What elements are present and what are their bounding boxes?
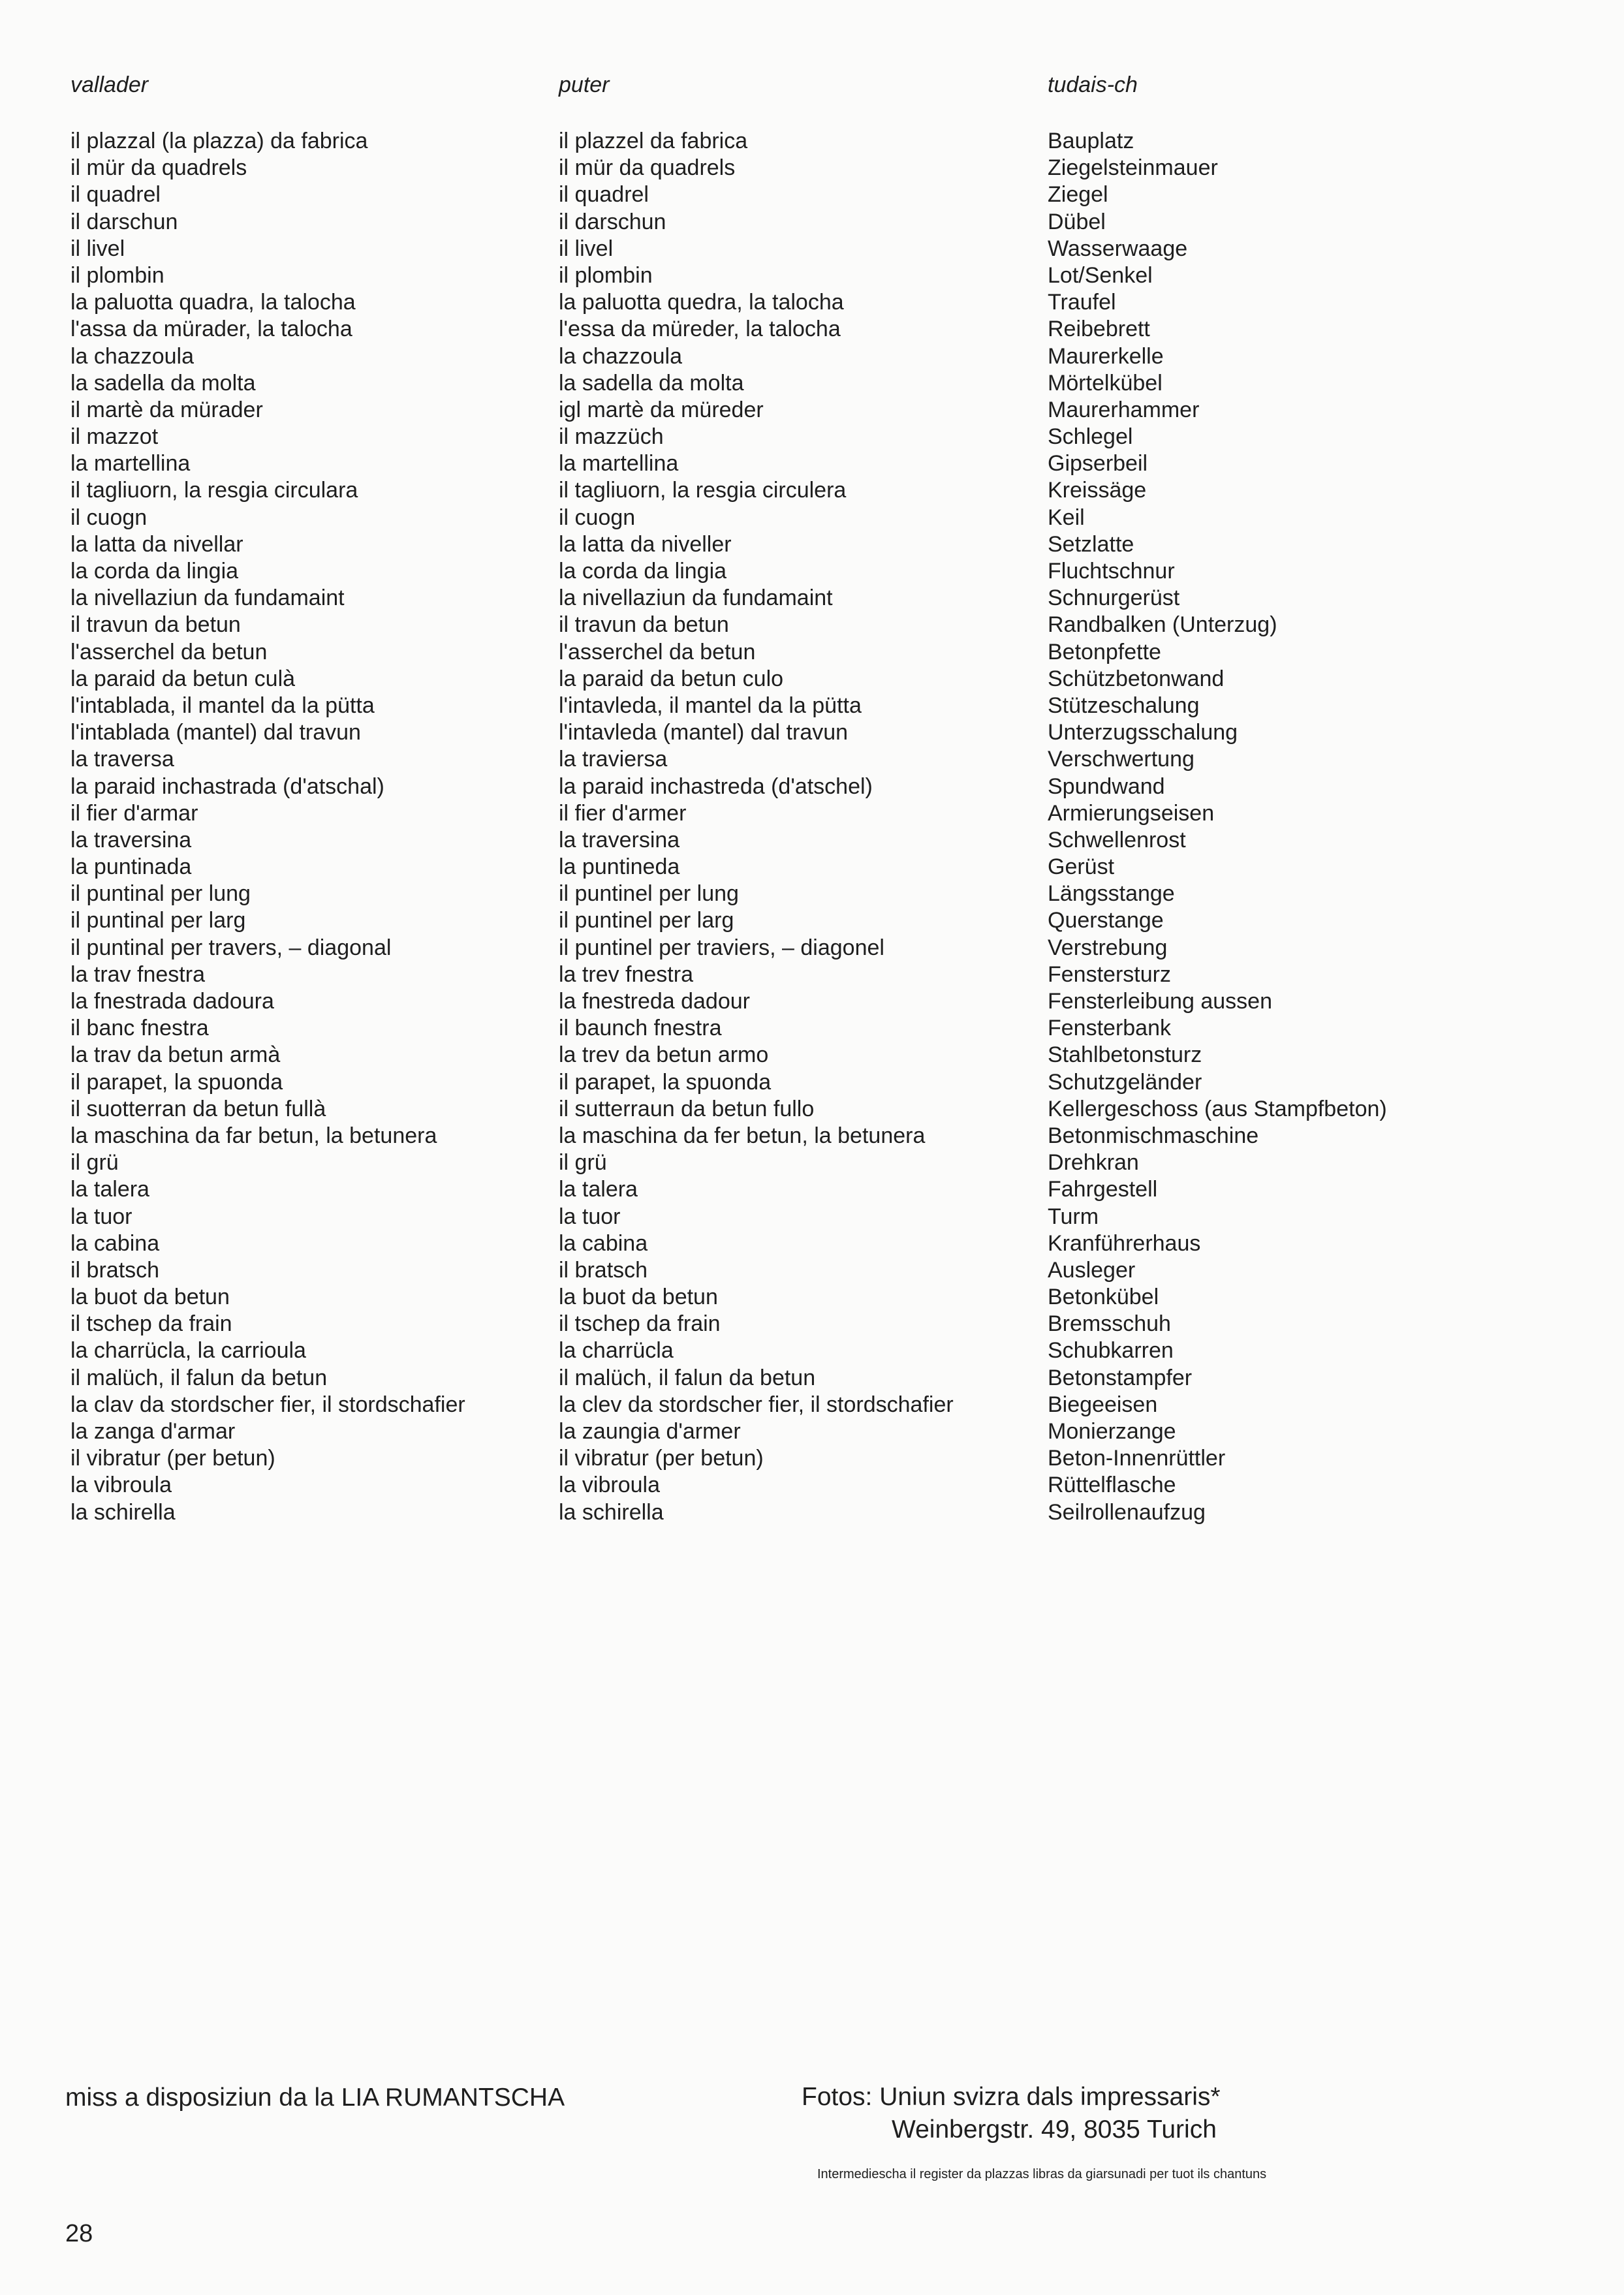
- term-item: Bremsschuh: [1048, 1311, 1171, 1337]
- term-item: il bratsch: [559, 1257, 648, 1283]
- term-item: Lot/Senkel: [1048, 262, 1153, 288]
- term-item: la buot da betun: [559, 1285, 718, 1310]
- term-item: Monierzange: [1048, 1419, 1176, 1444]
- term-item: Maurerkelle: [1048, 343, 1164, 369]
- term-item: il tagliuorn, la resgia circulera: [559, 478, 847, 503]
- term-item: Turm: [1048, 1204, 1099, 1229]
- term-item: Biegeeisen: [1048, 1392, 1158, 1417]
- term-item: Randbalken (Unterzug): [1048, 612, 1277, 638]
- term-item: la charrücla: [559, 1338, 674, 1364]
- term-item: Verschwertung: [1048, 747, 1195, 772]
- term-item: Stahlbetonsturz: [1048, 1042, 1202, 1068]
- term-item: l'essa da müreder, la talocha: [559, 317, 841, 342]
- term-item: Fahrgestell: [1048, 1177, 1158, 1202]
- term-item: Schlegel: [1048, 424, 1133, 450]
- term-item: la schirella: [559, 1499, 664, 1525]
- term-item: il quadrel: [70, 182, 161, 208]
- term-item: la paraid da betun culà: [70, 666, 296, 691]
- term-item: la tuor: [559, 1204, 621, 1229]
- term-item: il darschun: [70, 209, 178, 234]
- term-item: il vibratur (per betun): [559, 1446, 764, 1471]
- term-item: il livel: [559, 236, 614, 261]
- term-item: la paluotta quadra, la talocha: [70, 290, 356, 315]
- term-item: la martellina: [559, 451, 679, 476]
- term-item: la maschina da fer betun, la betunera: [559, 1123, 926, 1148]
- term-item: Längsstange: [1048, 881, 1175, 907]
- term-item: la paraid da betun culo: [559, 666, 784, 691]
- term-item: Keil: [1048, 505, 1085, 530]
- term-item: il mazzüch: [559, 424, 664, 450]
- term-item: la charrücla, la carrioula: [70, 1338, 306, 1364]
- term-item: il parapet, la spuonda: [70, 1069, 283, 1095]
- term-item: la corda da lingia: [559, 559, 727, 584]
- footer-photo-credit: [802, 2081, 1221, 2146]
- term-item: il banc fnestra: [70, 1016, 209, 1041]
- term-item: la trev da betun armo: [559, 1042, 769, 1068]
- term-item: la traversina: [70, 827, 192, 852]
- term-item: la cabina: [70, 1230, 160, 1256]
- footer-note: Intermediescha il register da plazzas libras da giarsunadi per tuot ils chantuns: [817, 2167, 1267, 2181]
- term-item: la trev fnestra: [559, 961, 693, 987]
- term-item: la fnestrada dadoura: [70, 989, 274, 1014]
- photo-credit-line-1: Fotos: Uniun svizra dals impressaris*: [802, 2083, 1221, 2111]
- term-item: la puntineda: [559, 854, 680, 880]
- term-item: il baunch fnestra: [559, 1016, 722, 1041]
- term-list-puter: [559, 128, 1035, 1526]
- term-item: la tuor: [70, 1204, 133, 1229]
- term-item: la cabina: [559, 1230, 648, 1256]
- term-item: Seilrollenaufzug: [1048, 1499, 1206, 1525]
- column-vallader: [70, 72, 547, 1526]
- term-item: il travun da betun: [559, 612, 729, 638]
- term-item: il puntinel per larg: [559, 908, 734, 933]
- term-item: l'intablada, il mantel da la pütta: [70, 693, 375, 718]
- term-item: il mür da quadrels: [559, 155, 736, 181]
- term-item: il mür da quadrels: [70, 155, 247, 181]
- term-item: Spundwand: [1048, 773, 1165, 799]
- term-item: Betonkübel: [1048, 1285, 1159, 1310]
- term-item: Querstange: [1048, 908, 1164, 933]
- term-item: l'intavleda (mantel) dal travun: [559, 720, 849, 745]
- term-item: Fensterleibung aussen: [1048, 989, 1273, 1014]
- term-item: Bauplatz: [1048, 129, 1134, 153]
- column-tudais-ch: [1048, 72, 1609, 1526]
- term-item: la clav da stordscher fier, il stordschafier: [70, 1392, 465, 1417]
- term-item: l'asserchel da betun: [559, 639, 756, 664]
- term-item: il mazzot: [70, 424, 159, 450]
- term-item: Unterzugsschalung: [1048, 720, 1238, 745]
- term-item: il martè da mürader: [70, 397, 263, 422]
- term-item: Setzlatte: [1048, 531, 1134, 557]
- term-item: Mörtelkübel: [1048, 370, 1163, 396]
- term-item: il plombin: [559, 262, 653, 288]
- term-item: l'intablada (mantel) dal travun: [70, 720, 361, 745]
- term-item: la paraid inchastreda (d'atschel): [559, 773, 873, 799]
- term-item: la vibroula: [559, 1473, 660, 1498]
- term-item: il puntinal per larg: [70, 908, 246, 933]
- term-item: la trav da betun armà: [70, 1042, 281, 1068]
- term-item: il puntinal per travers, – diagonal: [70, 935, 392, 960]
- photo-credit-line-2: Weinbergstr. 49, 8035 Turich: [892, 2115, 1217, 2144]
- term-item: il fier d'armer: [559, 800, 687, 826]
- term-item: Schutzgeländer: [1048, 1069, 1202, 1095]
- term-item: la nivellaziun da fundamaint: [70, 585, 345, 611]
- term-item: Fensterbank: [1048, 1016, 1171, 1041]
- term-item: la martellina: [70, 451, 191, 476]
- term-item: l'intavleda, il mantel da la pütta: [559, 693, 862, 718]
- term-item: il cuogn: [559, 505, 636, 530]
- term-item: Gerüst: [1048, 854, 1115, 880]
- term-item: Schnurgerüst: [1048, 585, 1180, 611]
- term-item: Wasserwaage: [1048, 236, 1188, 261]
- term-item: Betonpfette: [1048, 639, 1161, 664]
- term-item: il darschun: [559, 209, 666, 234]
- term-item: Fenstersturz: [1048, 961, 1171, 987]
- term-item: la traversa: [70, 747, 174, 772]
- term-item: la latta da niveller: [559, 531, 732, 557]
- term-item: il livel: [70, 236, 125, 261]
- term-item: la chazzoula: [70, 343, 195, 369]
- term-item: il puntinal per lung: [70, 881, 251, 907]
- term-item: il malüch, il falun da betun: [70, 1365, 328, 1390]
- term-item: il parapet, la spuonda: [559, 1069, 772, 1095]
- term-item: il puntinel per traviers, – diagonel: [559, 935, 884, 960]
- term-item: la paraid inchastrada (d'atschal): [70, 773, 384, 799]
- term-list-tudais-ch: [1048, 128, 1609, 1526]
- term-item: Ausleger: [1048, 1257, 1136, 1283]
- term-item: il plombin: [70, 262, 164, 288]
- term-item: Drehkran: [1048, 1150, 1139, 1176]
- term-item: la maschina da far betun, la betunera: [70, 1123, 437, 1148]
- term-item: il plazzal (la plazza) da fabrica: [70, 129, 368, 153]
- term-item: il travun da betun: [70, 612, 241, 638]
- term-item: Verstrebung: [1048, 935, 1168, 960]
- term-item: il puntinel per lung: [559, 881, 739, 907]
- term-item: Schützbetonwand: [1048, 666, 1225, 691]
- term-item: igl martè da müreder: [559, 397, 764, 422]
- term-item: Dübel: [1048, 209, 1106, 234]
- term-item: Kreissäge: [1048, 478, 1147, 503]
- term-item: la nivellaziun da fundamaint: [559, 585, 833, 611]
- term-item: il cuogn: [70, 505, 148, 530]
- term-item: la zaungia d'armer: [559, 1419, 741, 1444]
- term-item: la paluotta quedra, la talocha: [559, 290, 844, 315]
- term-item: l'assa da mürader, la talocha: [70, 317, 352, 342]
- term-item: la schirella: [70, 1499, 176, 1525]
- term-item: la sadella da molta: [70, 370, 256, 396]
- term-item: Schwellenrost: [1048, 827, 1186, 852]
- term-item: l'asserchel da betun: [70, 639, 268, 664]
- term-item: la buot da betun: [70, 1285, 230, 1310]
- term-item: la clev da stordscher fier, il stordschafier: [559, 1392, 954, 1417]
- column-heading-vallader: vallader: [70, 72, 149, 97]
- term-item: Ziegelsteinmauer: [1048, 155, 1218, 181]
- term-item: Stützeschalung: [1048, 693, 1200, 718]
- term-item: Reibebrett: [1048, 317, 1150, 342]
- term-item: la talera: [70, 1177, 149, 1202]
- term-item: la latta da nivellar: [70, 531, 243, 557]
- term-item: Schubkarren: [1048, 1338, 1174, 1364]
- term-item: Gipserbeil: [1048, 451, 1148, 476]
- term-item: il malüch, il falun da betun: [559, 1365, 816, 1390]
- term-item: Armierungseisen: [1048, 800, 1215, 826]
- term-item: la traversina: [559, 827, 680, 852]
- term-item: la traviersa: [559, 747, 668, 772]
- column-heading-puter: puter: [559, 72, 610, 97]
- term-item: il tschep da frain: [559, 1311, 721, 1337]
- term-item: Beton-Innenrüttler: [1048, 1446, 1226, 1471]
- term-item: Rüttelflasche: [1048, 1473, 1176, 1498]
- term-item: il suotterran da betun fullà: [70, 1096, 326, 1121]
- term-item: il tagliuorn, la resgia circulara: [70, 478, 358, 503]
- term-item: il tschep da frain: [70, 1311, 232, 1337]
- term-item: Fluchtschnur: [1048, 559, 1175, 584]
- term-item: Betonstampfer: [1048, 1365, 1193, 1390]
- term-list-vallader: [70, 128, 547, 1526]
- term-item: la vibroula: [70, 1473, 172, 1498]
- term-item: la chazzoula: [559, 343, 683, 369]
- term-item: la zanga d'armar: [70, 1419, 236, 1444]
- term-item: la sadella da molta: [559, 370, 744, 396]
- term-item: il grü: [70, 1150, 119, 1176]
- term-item: la fnestreda dadour: [559, 989, 750, 1014]
- term-item: la trav fnestra: [70, 961, 205, 987]
- term-item: la talera: [559, 1177, 638, 1202]
- term-item: il vibratur (per betun): [70, 1446, 275, 1471]
- term-item: Betonmischmaschine: [1048, 1123, 1259, 1148]
- term-item: Traufel: [1048, 290, 1116, 315]
- term-item: il sutterraun da betun fullo: [559, 1096, 815, 1121]
- term-item: la corda da lingia: [70, 559, 239, 584]
- term-item: il plazzel da fabrica: [559, 129, 748, 153]
- term-item: la puntinada: [70, 854, 192, 880]
- column-heading-tudais-ch: tudais-ch: [1048, 72, 1138, 97]
- term-item: il quadrel: [559, 182, 649, 208]
- term-item: Kellergeschoss (aus Stampfbeton): [1048, 1096, 1387, 1121]
- term-item: il grü: [559, 1150, 607, 1176]
- term-item: Kranführerhaus: [1048, 1230, 1201, 1256]
- term-item: il bratsch: [70, 1257, 160, 1283]
- page-number: 28: [65, 2220, 93, 2247]
- term-item: il fier d'armar: [70, 800, 198, 826]
- term-item: Maurerhammer: [1048, 397, 1200, 422]
- footer-credit: miss a disposiziun da la LIA RUMANTSCHA: [65, 2084, 565, 2112]
- term-item: Ziegel: [1048, 182, 1108, 208]
- column-puter: [559, 72, 1035, 1526]
